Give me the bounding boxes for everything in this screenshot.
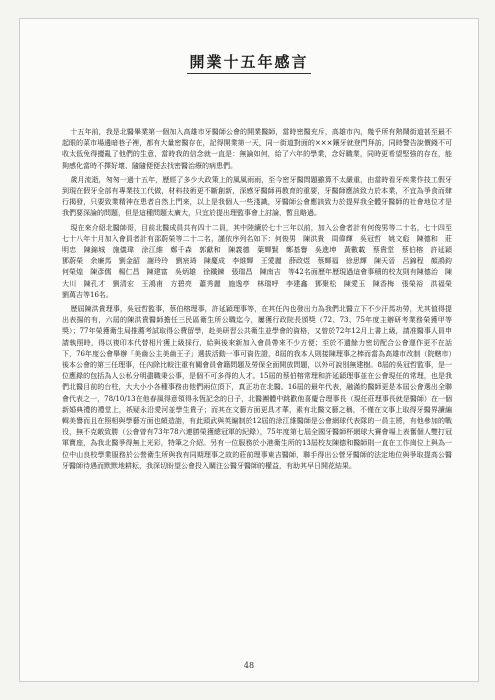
- page-title: 開業十五年感言: [20, 51, 478, 72]
- paragraph: 現在來介紹北醫帥哥，目前北醫成員共有四十二員，其中陸續於七十三年以前，加入公會者計有何俊男等二十名，七十四至七十八年十月加入會員者計有邵蔚榮等二十二名，謹依序列名如下：何俊男 陳洪貴 周偉輝 吳冠哲 姚文彪 陳德和 莊明忠 陳錦城 施儀瑋 涂江維 鄭千森 郭獻和 陳義德 葉輝賢 鄭基譽 吳進坤 黃數載 蔡貴堂 蔡伯榕 許延穎 鄧蔚榮 余廉馬 劉金韶 謝玲玲 劉宸琦 陳慶成 李維輝 王愛麗 薛政煜 蔡輝福 徐思輝 陳天晉 呂錦程 顏鴻鈞 何榮煌 陳彥儒 楊仁昌 陳建富 吳炳雄 徐鐵鍊 張瑞昌 陳南吉 等42名面歷年歷現過這會事積的校友則有陳德治 陳大川 陳孔才 劉清宏 王鴻甫 方碧亮 蕭秀麗 施逸亭 林瑞呼 李建鑫 鄧聚松 陳愛玉 陳香梅 張榮裕 洪福榮 劉萬吉等16名。: [62, 223, 459, 299]
- paragraph: 歷屆陳洪貴理事，吳冠哲監事，蔡伯榕理事，許延穎理事等，在其任內也發出力為我們北醫立下不少汗馬功勞，尤其值得提出表揚的有，六屆的陳洪貴醫師擔任三民區衛生所公職迄今，屢獲行政院長頒獎（72、73、75年度主辦研考業務榮獲甲等獎）；77年榮獲衛生局推薦考試取得公費留學，赴美研習公共衛生並學會的資格，又曾於72年12月上書上級，請准醫事人員申請執照時，得以複印本代替相片獲上級採行，給與後來新加入會員帶來不少方便；至於不遺餘力密切配合公會運作更不在話下，76年度公會舉辦「美齒公主美齒王子」選拔活動一事可資佐證，8屆的我本人則接陳理事之棒而當為高雄市改制（院轄市）後本公會的第三任理事，任內除比較注重有關會員會籍問題及勞保全面開放問題，以外可說別無建樹。8屆的吳冠哲監事，是一位應錄的包括為人公私分明盡職秉公事，是個不可多得的人才。15屆的蔡伯榕常理和許延穎理事並在公會現任的常理，也是我們北醫目前的台柱，大大小小各種事務由他們兩位頂下，真正功在北醫。16屆的最年代表，融滿約醫師更是本屆公會選出全聯會代表之一，78/10/13在他春風得意領得永恆記念的日子，北醫團體中跳歡他喜慶合理事長（現任莊理事長就是醫師）在一個新婚典禮的禮堂上，祇疑永沿愛河並學生貴子；而其在文藝方面更具才華，素有北醫文藝之稱，不僅在文事上取得牙醫界讀編輯美譽而且在照相與學藝方面也頗造詣，有此頭武與英編制於12屆的涂江維醫師是公會網球代表隊的一員主將，有他參加的戰役，無不克敵致勝（公會曾有73年78六連勝榮獲總冠軍的紀錄），75年度第七屆全國牙醫師杯網球大賽會場上表奮個人雙打冠軍寶座，為我北醫爭得無上光彩，特筆之介紹。另有一位服務於小港衛生所的13屆校友陳德和醫師則一直在工作崗位上與為一位中山良校學業服務於公營衛生所與我有同期理事之故的莊前理事東吉醫師，聯手得出公營牙醫師的法定地位與爭取提高公醫牙醫師待遇而默默地耕耘，我深切盼望公會投入關注公醫牙醫師的權益，有助其早日開花結果。: [62, 305, 452, 470]
- page-number: 48: [243, 661, 255, 670]
- paragraph: 十五年前，我是北醫畢業第一個加入高雄市牙醫師公會的開業醫師，當時密醫充斥，高雄市內，幾乎所有熱鬧街道甚至最不起眼的菜市場邊暗巷子裡，都有大量密醫存在，記得開業第一天，同一街道對面的×××鑲牙就登門拜訪，同時警告說價錢不可收太低免得擾亂了他們的生意，當時我的信念就一直是：無論如何，給了六年的學業，念好職業，同時更希望堅強的存在，能夠感化當時不擇好壞、隨隨便便去找密醫治療的病患們。: [62, 128, 452, 170]
- paragraph: 歲月流逝，匆匆一過十五年，歷經了多少大政策上的風風雨雨，至今密牙醫問題雖算不太嚴重，由當時看牙疾業作技工假牙到現在假牙全部有專業技工代做，材料技術更不斷創新，深感牙醫師再教育的重要，牙醫師應該致力於本業，不宜為爭食而肆行揭發，只要致業精神在患者自然上門來，以上是我個人一些淺識，牙醫師公會應該致力於提昇我全體牙醫師的社會地位才是我們要深論的問題，但是這種問題太廣大，只宜於提出理監事會上討論，暫且略過。: [62, 175, 452, 218]
- article-body: [62, 127, 459, 472]
- document-page: [19, 18, 479, 682]
